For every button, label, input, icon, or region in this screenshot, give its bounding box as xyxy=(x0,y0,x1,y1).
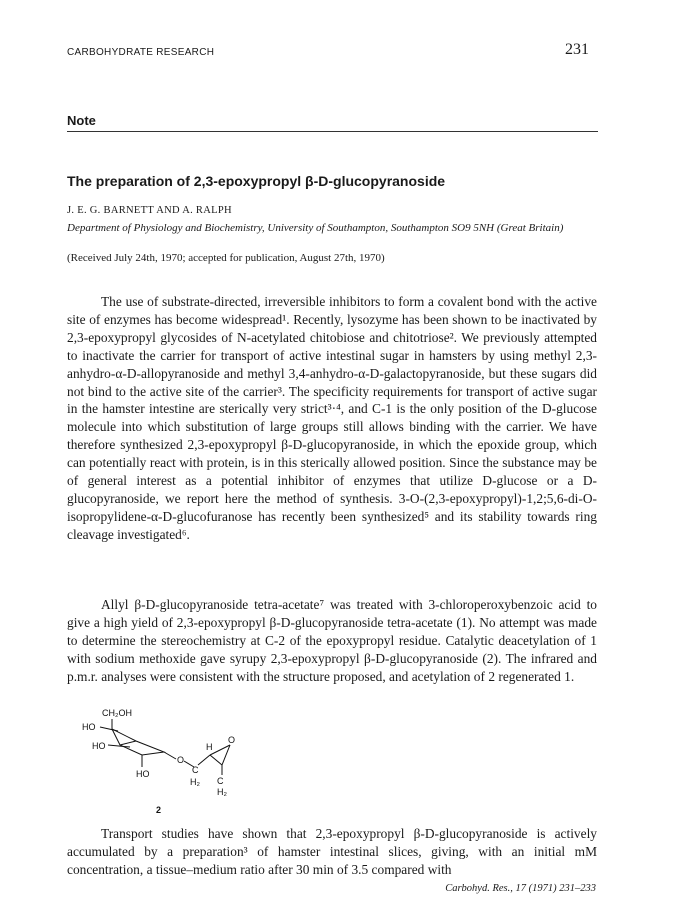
journal-name: CARBOHYDRATE RESEARCH xyxy=(67,47,215,58)
received-dates: (Received July 24th, 1970; accepted for publication, August 27th, 1970) xyxy=(67,252,385,264)
compound-number: 2 xyxy=(156,805,162,815)
chemical-structure-diagram xyxy=(80,705,270,820)
structure-label-o-glycosidic: O xyxy=(177,755,185,765)
structure-label-h2-a: H₂ xyxy=(190,777,200,787)
section-label: Note xyxy=(67,113,96,128)
structure-label-ho-2: HO xyxy=(136,769,150,779)
structure-label-ho-3: HO xyxy=(92,741,106,751)
structure-label-ho-4: HO xyxy=(82,722,96,732)
body-paragraph-2: Allyl β-D-glucopyranoside tetra-acetate⁷ was treated with 3-chloroperoxybenzoic acid to give a high yield of 2,3-epoxypropyl β-D-glucopyranoside tetra-acetate (1). No attempt was made to determine the stereochemistry at C-2 of the epoxypropyl residue. Catalytic deacetylation of 1 with sodium methoxide gave syrupy 2,3-epoxypropyl β-D-glucopyranoside (2). The infrared and p.m.r. analyses were consistent with the structure proposed, and acetylation of 2 regenerated 1. xyxy=(67,597,597,684)
author-affiliation: Department of Physiology and Biochemistry, University of Southampton, Southampton SO9 5NH (Great Britain) xyxy=(67,222,564,234)
footer-citation: Carbohyd. Res., 17 (1971) 231–233 xyxy=(445,883,596,894)
article-title: The preparation of 2,3-epoxypropyl β-D-glucopyranoside xyxy=(67,173,446,189)
article-authors: J. E. G. BARNETT AND A. RALPH xyxy=(67,205,232,216)
body-paragraph-3: Transport studies have shown that 2,3-epoxypropyl β-D-glucopyranoside is actively accumulated by a preparation³ of hamster intestinal slices, giving, with an initial mM concentration, a tissue–medium ratio after 30 min of 3.5 compared with xyxy=(67,826,597,877)
structure-label-h: H xyxy=(206,742,213,752)
structure-label-ch2oh: CH₂OH xyxy=(102,708,132,718)
page-number: 231 xyxy=(565,41,589,58)
structure-label-h2-b: H₂ xyxy=(217,787,227,797)
structure-label-c3: C xyxy=(217,776,224,786)
body-paragraph-1: The use of substrate-directed, irreversible inhibitors to form a covalent bond with the active site of enzymes has become widespread¹. Recently, lysozyme has been shown to be inactivated by 2,3-epoxypropyl glycosides of N-acetylated chitobiose and chitotriose². We previously attempted to inactivate the carrier for transport of active intestinal sugar in hamsters by using methyl 2,3-anhydro-α-D-allopyranoside and methyl 3,4-anhydro-α-D-galactopyranoside, but these sugars did not bind to the active site of the carrier³. The specificity requirements for transport of active sugar in the hamster intestine are sterically very strict³·⁴, and C-1 is the only position of the D-glucose molecule into which substitution of large groups still allows binding with the carrier. We have therefore synthesized 2,3-epoxypropyl β-D-glucopyranoside, in which the epoxide group, which can potentially react with protein, is in this sterically allowed position. Since the substance may be of general interest as a potential inhibitor of enzymes that utilize D-glucose or a D-glucopyranoside, we report here the method of synthesis. 3-O-(2,3-epoxypropyl)-1,2;5,6-di-O-isopropylidene-α-D-glucofuranose has recently been synthesized⁵ and its stability towards ring cleavage investigated⁶. xyxy=(67,294,597,542)
section-divider xyxy=(67,131,598,132)
structure-label-o-epoxide: O xyxy=(228,735,236,745)
structure-label-c1: C xyxy=(192,765,199,775)
